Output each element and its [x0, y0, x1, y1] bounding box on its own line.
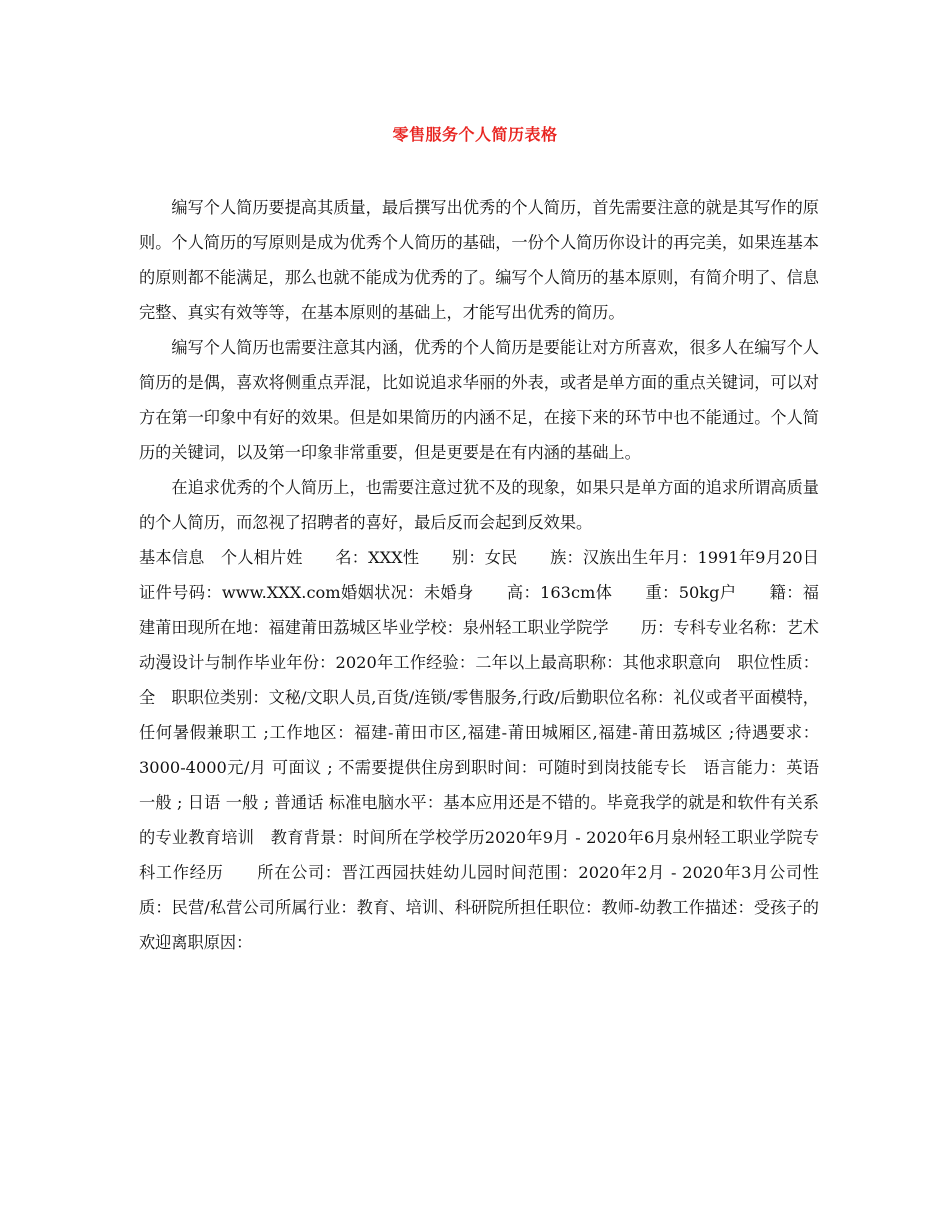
intro-paragraph-3: 在追求优秀的个人简历上，也需要注意过犹不及的现象，如果只是单方面的追求所谓高质量的个人简历，而忽视了招聘者的喜好，最后反而会起到反效果。 [139, 478, 819, 532]
document-title: 零售服务个人简历表格 [392, 125, 558, 144]
intro-paragraph-1: 编写个人简历要提高其质量，最后撰写出优秀的个人简历，首先需要注意的就是其写作的原则。个人简历的写原则是成为优秀个人简历的基础，一份个人简历你设计的再完美，如果连基本的原则都不能满足，那么也就不能成为优秀的了。编写个人简历的基本原则，有简介明了、信息完整、真实有效等等，在基本原则的基础上，才能写出优秀的简历。 [139, 198, 819, 322]
intro-paragraph-2: 编写个人简历也需要注意其内涵，优秀的个人简历是要能让对方所喜欢，很多人在编写个人简历的是偶，喜欢将侧重点弄混，比如说追求华丽的外表，或者是单方面的重点关键词，可以对方在第一印象中有好的效果。但是如果简历的内涵不足，在接下来的环节中也不能通过。个人简历的关键词，以及第一印象非常重要，但是更要是在有内涵的基础上。 [139, 338, 819, 462]
document-body [139, 190, 819, 960]
resume-details: 基本信息 个人相片姓 名：XXX性 别：女民 族：汉族出生年月：1991年9月20日证件号码：www.XXX.com婚姻状况：未婚身 高：163cm体 重：50kg户 籍：福建莆田现所在地：福建莆田荔城区毕业学校：泉州轻工职业学院学 历：专科专业名称：艺术动漫设计与制作毕业年份：2020年工作经验：二年以上最高职称：其他求职意向 职位性质：全 职职位类别：文秘/文职人员,百货/连锁/零售服务,行政/后勤职位名称：礼仪或者平面模特，任何暑假兼职工 ;工作地区：福建-莆田市区,福建-莆田城厢区,福建-莆田荔城区 ;待遇要求：3000-4000元/月 可面议 ; 不需要提供住房到职时间：可随时到岗技能专长 语言能力：英语 一般 ; 日语 一般 ; 普通话 标准电脑水平：基本应用还是不错的。毕竟我学的就是和软件有关系的专业教育培训 教育背景：时间所在学校学历2020年9月 - 2020年6月泉州轻工职业学院专科工作经历 所在公司：晋江西园扶娃幼儿园时间范围：2020年2月 - 2020年3月公司性质：民营/私营公司所属行业：教育、培训、科研院所担任职位：教师-幼教工作描述：受孩子的欢迎离职原因： [139, 548, 819, 952]
